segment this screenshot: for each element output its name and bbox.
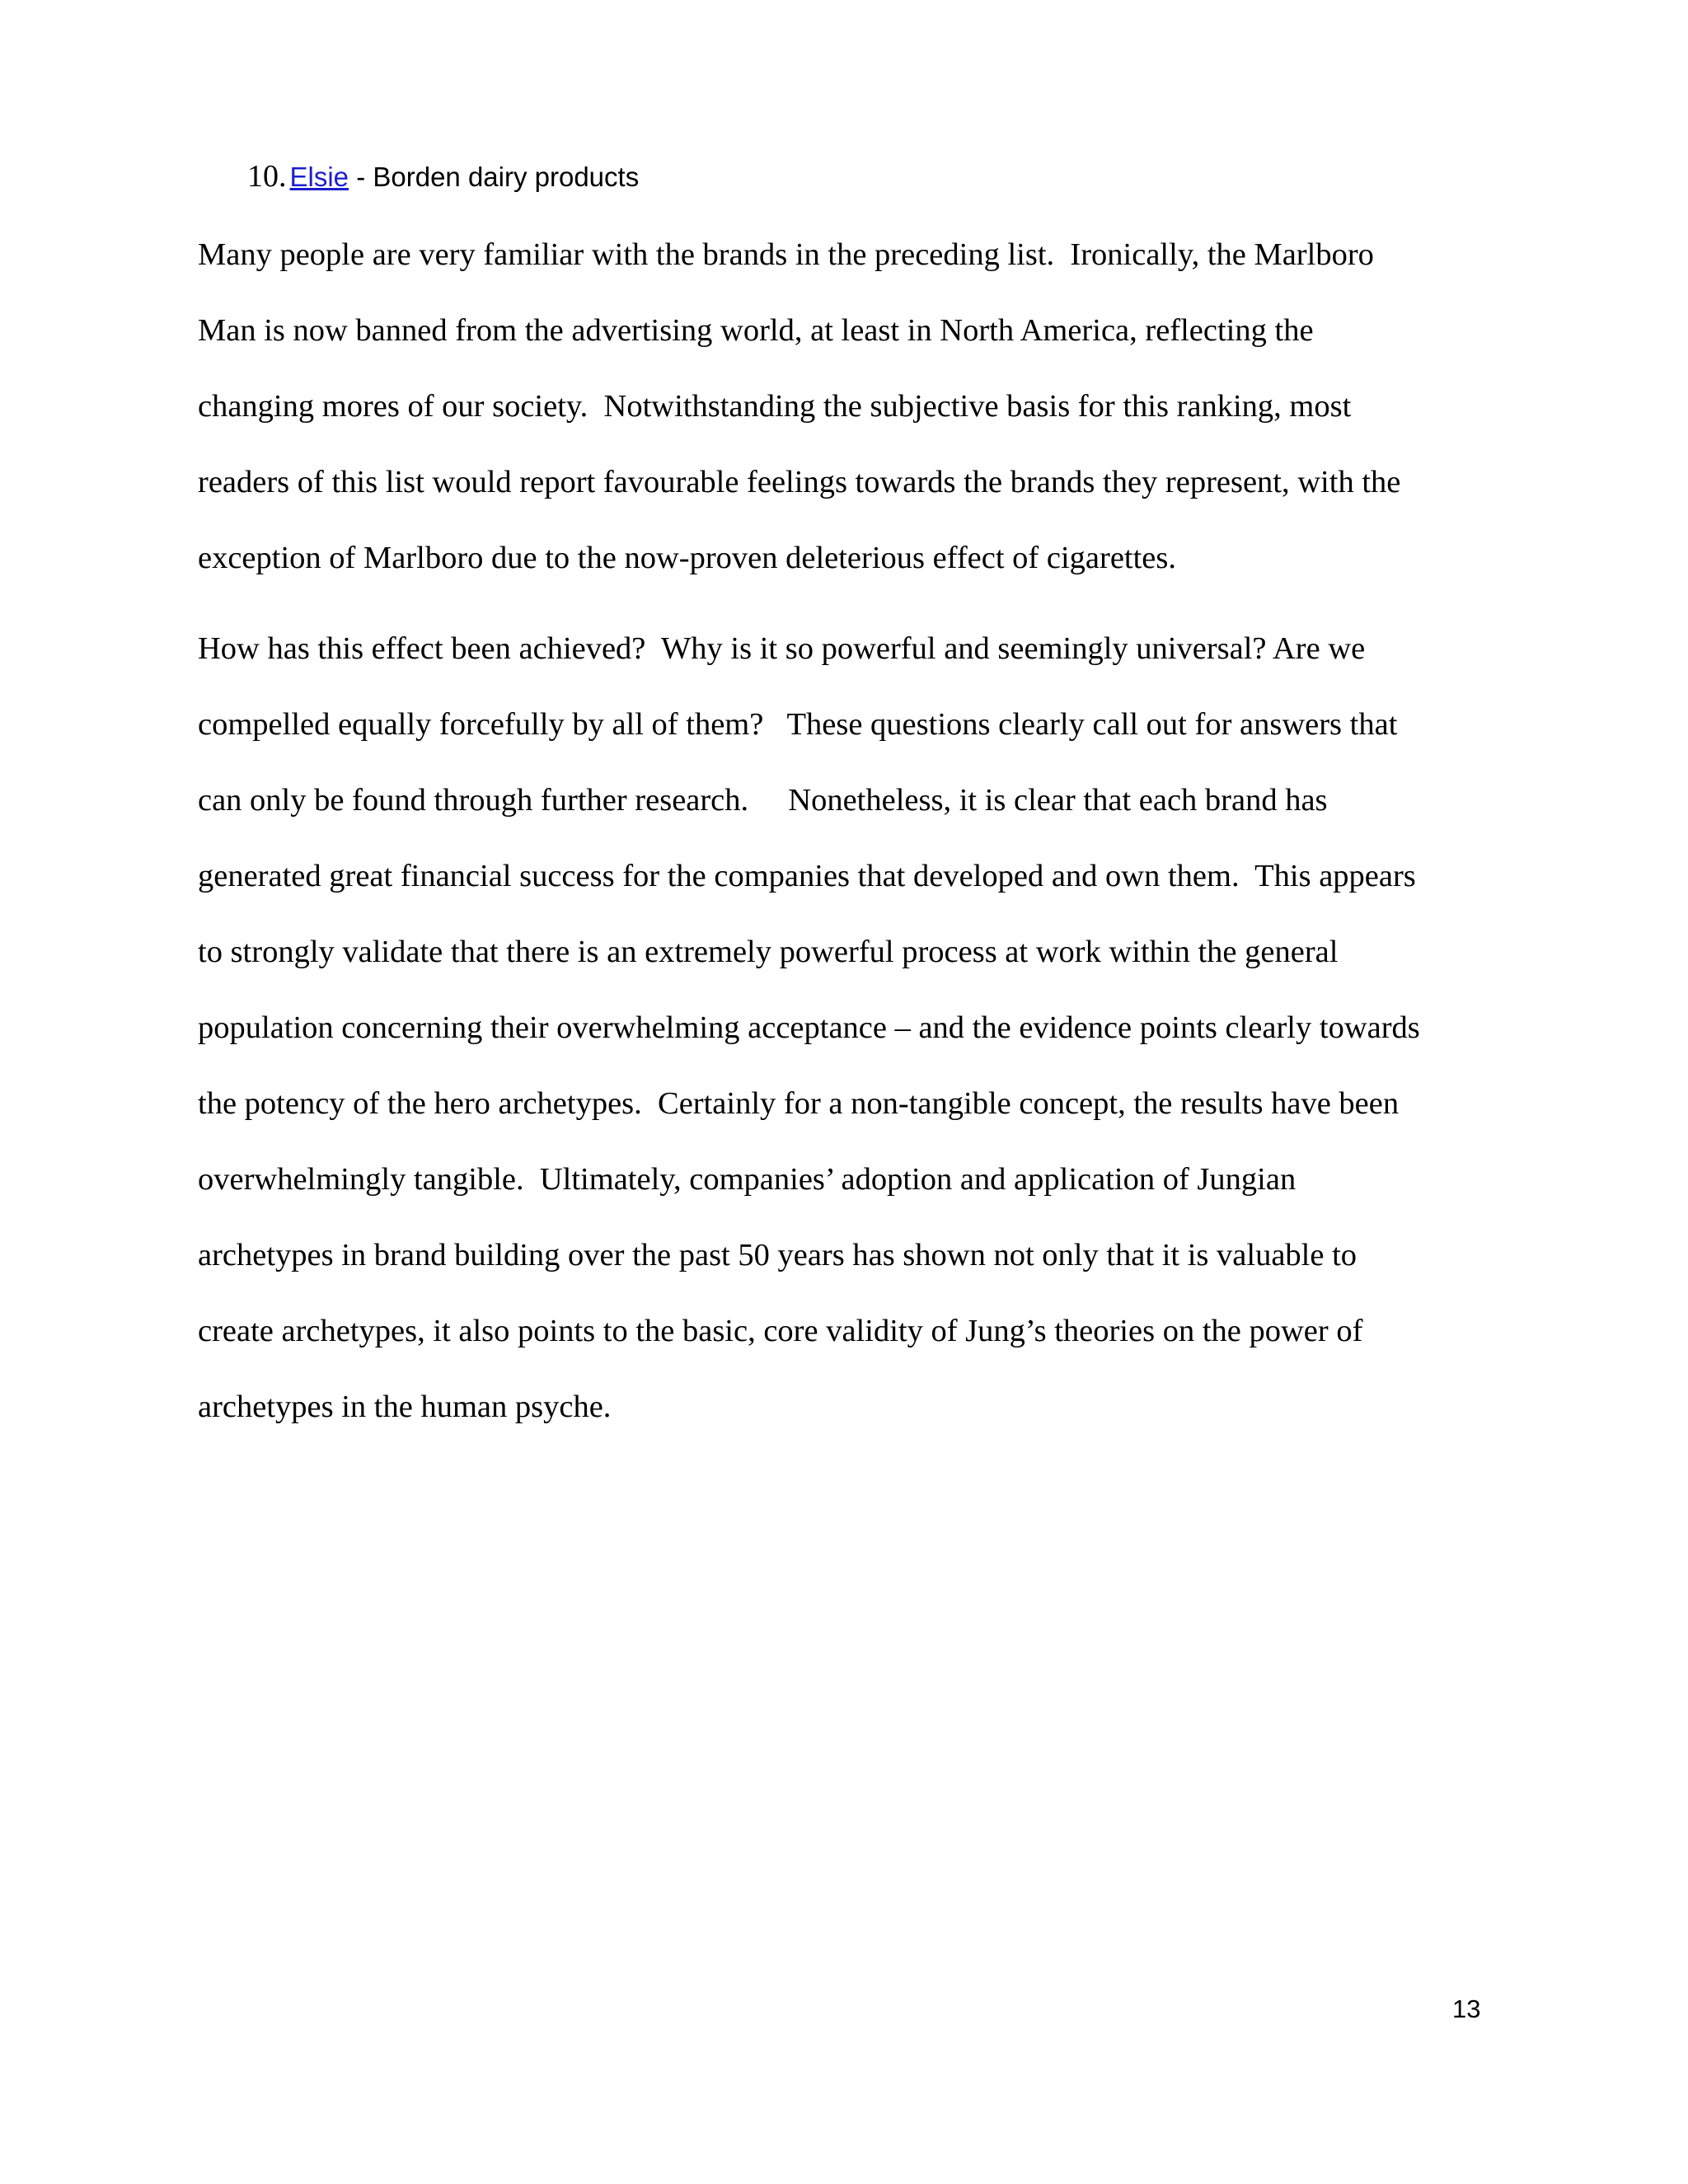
- paragraph-line: compelled equally forcefully by all of them? These questions clearly call out for answers that: [198, 707, 1398, 742]
- page-number: 13: [1452, 1994, 1481, 2023]
- paragraph-brand-familiarity: [198, 217, 1492, 596]
- paragraph-line: changing mores of our society. Notwithstanding the subjective basis for this ranking, most: [198, 389, 1352, 424]
- paragraph-line: archetypes in the human psyche.: [198, 1390, 612, 1424]
- list-item-number: 10.: [247, 159, 287, 194]
- list-item-description: - Borden dairy products: [349, 162, 640, 192]
- paragraph-line: Many people are very familiar with the brands in the preceding list. Ironically, the Marlboro: [198, 237, 1374, 272]
- paragraph-line: generated great financial success for the companies that developed and own them. This appears: [198, 859, 1416, 893]
- paragraph-line: Man is now banned from the advertising world, at least in North America, reflecting the: [198, 313, 1314, 348]
- paragraph-line: the potency of the hero archetypes. Certainly for a non-tangible concept, the results have been: [198, 1086, 1400, 1121]
- paragraph-line: population concerning their overwhelming acceptance – and the evidence points clearly towards: [198, 1010, 1420, 1045]
- paragraph-line: How has this effect been achieved? Why is it so powerful and seemingly universal? Are we: [198, 631, 1366, 666]
- paragraph-line: archetypes in brand building over the past 50 years has shown not only that it is valuable to: [198, 1238, 1357, 1272]
- list-item: [247, 158, 639, 199]
- elsie-link[interactable]: Elsie: [289, 162, 349, 192]
- paragraph-line: exception of Marlboro due to the now-proven deleterious effect of cigarettes.: [198, 541, 1176, 575]
- paragraph-line: overwhelmingly tangible. Ultimately, companies’ adoption and application of Jungian: [198, 1162, 1296, 1197]
- paragraph-line: readers of this list would report favourable feelings towards the brands they represent, with the: [198, 465, 1401, 499]
- paragraph-line: to strongly validate that there is an extremely powerful process at work within the general: [198, 935, 1339, 969]
- paragraph-line: create archetypes, it also points to the basic, core validity of Jung’s theories on the power of: [198, 1314, 1363, 1348]
- paragraph-effect-questions: [198, 611, 1492, 1445]
- paragraph-line: can only be found through further research. Nonetheless, it is clear that each brand has: [198, 783, 1328, 818]
